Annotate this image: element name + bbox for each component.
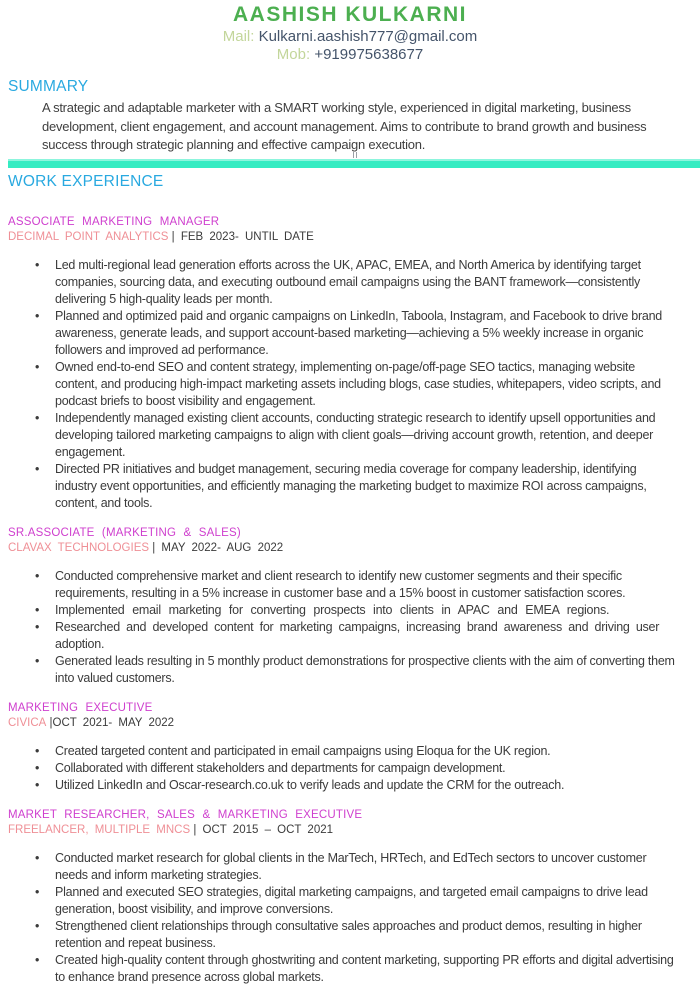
bullet-list [0,568,700,687]
bullet-item: • Directed PR initiatives and budget management, securing media coverage for company leadership, identifying industry event opportunities, and efficiently managing the marketing budget to maximize ROI across campaigns, content, and tools. [55,461,675,512]
job-dates: | FEB 2023- UNTIL DATE [171,230,314,243]
bullet-item: • Owned end-to-end SEO and content strategy, implementing on-page/off-page SEO tactics, managing website content, and producing high-impact marketing assets including blogs, case studies, whitepapers, video scripts, and podcast briefs to boost visibility and engagement. [55,359,675,410]
mob-value: +919975638677 [314,46,424,63]
bullet-item: • Collaborated with different stakeholders and departments for campaign development. [55,760,675,777]
bullet-list [0,850,700,986]
job-section [0,808,700,986]
bullet-item: • Generated leads resulting in 5 monthly product demonstrations for prospective clients with the aim of converting them into valued customers. [55,653,675,687]
job-subline [8,716,700,730]
bullet-list [0,743,700,794]
mail-label: Mail: [222,28,255,45]
candidate-name: AASHISH KULKARNI [233,3,467,26]
bullet-item: • Strengthened client relationships through consultative sales approaches and product demos, resulting in higher retention and repeat business. [55,918,675,952]
summary-text: A strategic and adaptable marketer with a SMART working style, experienced in digital marketing, business development, client engagement, and account management. Aims to contribute to brand growth and business success through strategic planning and effective campaign execution. [42,100,647,152]
contact-mail-line [0,28,700,46]
job-subline [8,823,700,837]
job-title: MARKETING EXECUTIVE [8,701,153,714]
job-dates: | MAY 2022- AUG 2022 [152,541,284,554]
job-dates: |OCT 2021- MAY 2022 [49,716,175,729]
mob-label: Mob: [276,46,311,63]
job-section [0,701,700,794]
job-section [0,526,700,687]
job-title: MARKET RESEARCHER, SALES & MARKETING EXECUTIVE [8,808,363,821]
job-title: ASSOCIATE MARKETING MANAGER [8,215,220,228]
company-name: FREELANCER, MULTIPLE MNCS [8,823,191,836]
job-subline [8,541,700,555]
company-name: CLAVAX TECHNOLOGIES [8,541,150,554]
bullet-item: • Created high-quality content through ghostwriting and content marketing, supporting PR efforts and digital advertising to enhance brand presence across global markets. [55,952,675,986]
bullet-item: • Led multi-regional lead generation efforts across the UK, APAC, EMEA, and North America by identifying target companies, sourcing data, and executing outbound email campaigns using the BANT framework—consistently delivering 5 high-quality leads per month. [55,257,675,308]
bullet-item: • Implemented email marketing for converting prospects into clients in APAC and EMEA regions. [55,602,675,619]
bullet-item: • Researched and developed content for marketing campaigns, increasing brand awareness and driving user adoption. [55,619,675,653]
bullet-item: • Utilized LinkedIn and Oscar-research.co.uk to verify leads and update the CRM for the outreach. [55,777,675,794]
mail-value: Kulkarni.aashish777@gmail.com [258,28,478,45]
work-experience-heading: WORK EXPERIENCE [8,172,164,190]
company-name: CIVICA [8,716,47,729]
bullet-item: • Planned and optimized paid and organic campaigns on LinkedIn, Taboola, Instagram, and Facebook to drive brand awareness, generate leads, and support account-based marketing—achieving a 5% weekly increase in organic followers and improved ad performance. [55,308,675,359]
job-section [0,215,700,512]
bullet-item: • Conducted market research for global clients in the MarTech, HRTech, and EdTech sectors to uncover customer needs and inform marketing strategies. [55,850,675,884]
bullet-item: • Planned and executed SEO strategies, digital marketing campaigns, and targeted email campaigns to drive lead generation, boost visibility, and improve conversions. [55,884,675,918]
divider-bar [8,159,700,168]
summary-heading: SUMMARY [8,78,89,95]
job-dates: | OCT 2015 – OCT 2021 [193,823,334,836]
job-title: SR.ASSOCIATE (MARKETING & SALES) [8,526,241,539]
bullet-item: • Created targeted content and participated in email campaigns using Eloqua for the UK region. [55,743,675,760]
bullet-item: • Independently managed existing client accounts, conducting strategic research to identify upsell opportunities and developing tailored marketing campaigns to align with client goals—driving account growth, retention, and deeper engagement. [55,410,675,461]
contact-mob-line [0,46,700,64]
company-name: DECIMAL POINT ANALYTICS [8,230,169,243]
resize-handle-icon [353,152,357,158]
job-subline [8,230,700,244]
bullet-item: • Conducted comprehensive market and client research to identify new customer segments and their specific requirements, resulting in a 5% increase in customer base and a 15% boost in customer satisfaction scores. [55,568,675,602]
bullet-list [0,257,700,512]
section-divider [0,158,700,168]
